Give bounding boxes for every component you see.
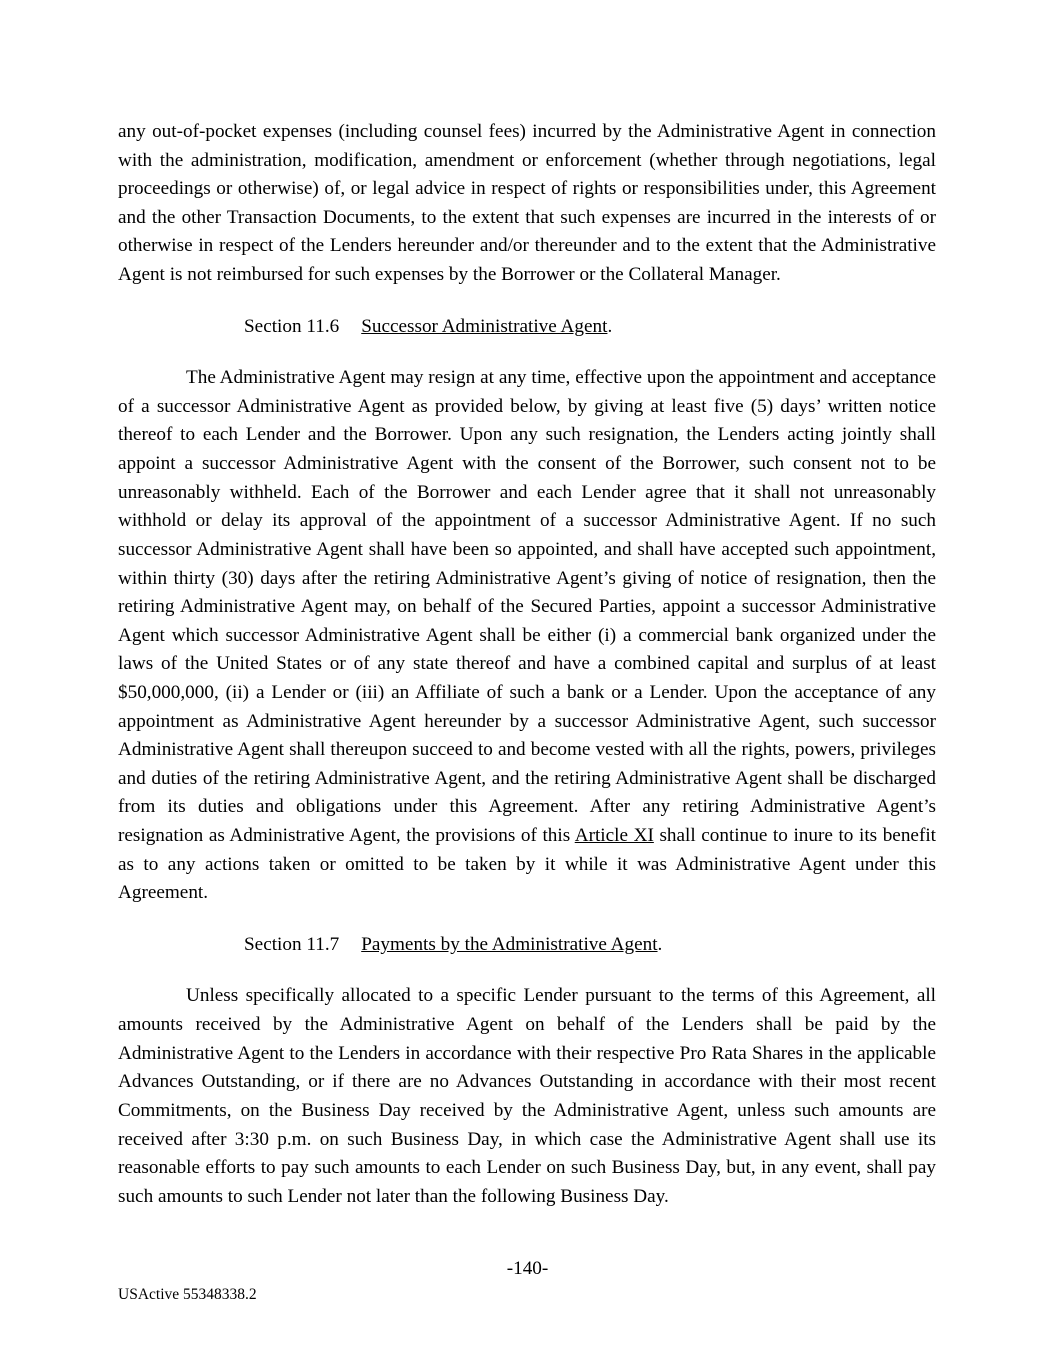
paragraph-continuation: any out-of-pocket expenses (including counsel fees) incurred by the Administrative Agent in connection with the administration, modification, amendment or enforcement (whether through negotiations, legal proceedings or otherwise) of, or legal advice in respect of rights or responsibilities under, this Agreement and the other Transaction Documents, to the extent that such expenses are incurred in the interests of or otherwise in respect of the Lenders hereunder and/or thereunder and to the extent that the Administrative Agent is not reimbursed for such expenses by the Borrower or the Collateral Manager. [118, 121, 936, 286]
section-11-6-text-before-link: The Administrative Agent may resign at any time, effective upon the appointment and acceptance of a successor Administrative Agent as provided below, by giving at least five (5) days’ written notice thereof to each Lender and the Borrower. Upon any such resignation, the Lenders acting jointly shall appoint a successor Administrative Agent with the consent of the Borrower, such consent not to be unreasonably withheld. Each of the Borrower and each Lender agree that it shall not unreasonably withhold or delay its approval of the appointment of a successor Administrative Agent. If no such successor Administrative Agent shall have been so appointed, and shall have accepted such appointment, within thirty (30) days after the retiring Administrative Agent’s giving of notice of resignation, then the retiring Administrative Agent may, on behalf of the Secured Parties, appoint a successor Administrative Agent which successor Administrative Agent shall be either (i) a commercial bank organized under the laws of the United States or of any state thereof and have a combined capital and surplus of at least $50,000,000, (ii) a Lender or (iii) an Affiliate of such a bank or a Lender. Upon the acceptance of any appointment as Administrative Agent hereunder by a successor Administrative Agent, such successor Administrative Agent shall thereupon succeed to and become vested with all the rights, powers, privileges and duties of the retiring Administrative Agent, and the retiring Administrative Agent shall be discharged from its duties and obligations under this Agreement. After any retiring Administrative Agent’s resignation as Administrative Agent, the provisions of this [118, 367, 936, 847]
section-heading-11-6 [118, 313, 936, 342]
section-title-period: . [657, 933, 663, 955]
page-number: -140- [506, 1258, 549, 1279]
spacer [118, 290, 936, 313]
spacer [118, 341, 936, 364]
section-title: Successor Administrative Agent [361, 315, 608, 337]
spacer [118, 908, 936, 931]
article-xi-reference: Article XI [574, 825, 654, 847]
section-title: Payments by the Administrative Agent [361, 933, 658, 955]
section-number: Section 11.7 [244, 933, 340, 955]
spacer [118, 959, 936, 982]
section-number: Section 11.6 [244, 315, 340, 337]
section-11-6-body [118, 364, 936, 908]
page-content [118, 118, 936, 1211]
section-11-7-body: Unless specifically allocated to a specific Lender pursuant to the terms of this Agreement, all amounts received by the Administrative Agent on behalf of the Lenders shall be paid by the Administrative Agent to the Lenders in accordance with their respective Pro Rata Shares in the applicable Advances Outstanding, or if there are no Advances Outstanding in accordance with their most recent Commitments, on the Business Day received by the Administrative Agent, unless such amounts are received after 3:30 p.m. on such Business Day, in which case the Administrative Agent shall use its reasonable efforts to pay such amounts to each Lender on such Business Day, but, in any event, shall pay such amounts to such Lender not later than the following Business Day. [118, 985, 936, 1207]
section-11-6-text-after-link: shall continue to inure to its benefit as to any actions taken or omitted to be taken by it while it was Administrative Agent under this Agreement. [118, 825, 936, 904]
document-id-footer: USActive 55348338.2 [118, 1286, 257, 1303]
section-title-period: . [607, 315, 613, 337]
section-heading-11-7 [118, 931, 936, 960]
